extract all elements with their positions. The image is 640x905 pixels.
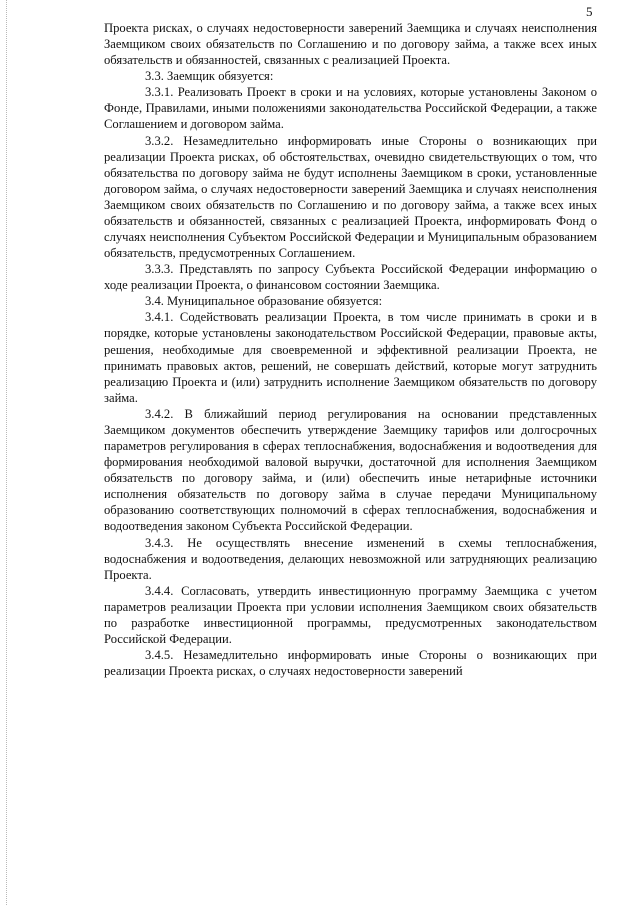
clause-3-3-heading: 3.3. Заемщик обязуется: — [145, 69, 274, 84]
clause-3-3-1: 3.3.1. Реализовать Проект в сроки и на условиях, которые установлены Законом о Фонде, Правилами, иными положениями законодательства Российской Федерации, а также Соглашением и договором займа. — [104, 85, 597, 132]
clause-3-4-heading: 3.4. Муниципальное образование обязуется: — [145, 294, 383, 309]
clause-3-3-2: 3.3.2. Незамедлительно информировать иные Стороны о возникающих при реализации Проекта рисках, об обстоятельствах, очевидно свидетельствующих о том, что обязательства по договору займа не будут исполнены Заемщиком в сроки, установленные договором займа, о случаях недостоверности заверений Заемщика и случаях неисполнения Заемщиком своих обязательств по Соглашению и по договору займа, а также всех иных обязательств и обязанностей, связанных с реализацией Проекта, информировать Фонд о случаях неисполнения Субъектом Российской Федерации и Муниципальным образованием обязательств, предусмотренных Соглашением. — [104, 133, 597, 261]
page-number: 5 — [586, 4, 593, 19]
clause-3-4-1: 3.4.1. Содействовать реализации Проекта, в том числе принимать в сроки и в порядке, которые установлены законодательством Российской Федерации, правовые акты, решения, необходимые для своевременной и эффективной реализации Проекта, не принимать правовых актов, решений, не совершать действий, которые могут затруднить реализацию Проекта и (или) затруднить исполнение Заемщиком обязательств по договору займа. — [104, 310, 597, 405]
clause-3-4-2: 3.4.2. В ближайший период регулирования на основании представленных Заемщиком документов обеспечить утверждение Заемщику тарифов или долгосрочных параметров регулирования в сферах теплоснабжения, водоснабжения и водоотведения для формирования необходимой валовой выручки, достаточной для исполнения Заемщиком обязательств по договору займа, и (или) обеспечить иные нетарифные источники исполнения обязательств по договору займа в случае передачи Муниципальному образованию соответствующих полномочий в сферах теплоснабжения, водоснабжения и водоотведения законом Субъекта Российской Федерации. — [104, 406, 597, 534]
document-body — [104, 20, 597, 679]
clause-3-3-3: 3.3.3. Представлять по запросу Субъекта Российской Федерации информацию о ходе реализации Проекта, о финансовом состоянии Заемщика. — [104, 262, 597, 293]
clause-3-4-3: 3.4.3. Не осуществлять внесение изменений в схемы теплоснабжения, водоснабжения и водоотведения, делающих невозможной или затрудняющих реализацию Проекта. — [104, 535, 597, 582]
scan-margin-line — [6, 0, 7, 905]
clause-3-4-4: 3.4.4. Согласовать, утвердить инвестиционную программу Заемщика с учетом параметров реализации Проекта при условии исполнения Заемщиком своих обязательств по разработке инвестиционной программы, предусмотренных законодательством Российской Федерации. — [104, 583, 597, 646]
paragraph-continuation: Проекта рисках, о случаях недостоверности заверений Заемщика и случаях неисполнения Заемщиком своих обязательств по Соглашению и по договору займа, а также всех иных обязательств и обязанностей, связанных с реализацией Проекта. — [104, 21, 597, 68]
clause-3-4-5: 3.4.5. Незамедлительно информировать иные Стороны о возникающих при реализации Проекта рисках, о случаях недостоверности заверений — [104, 648, 597, 679]
